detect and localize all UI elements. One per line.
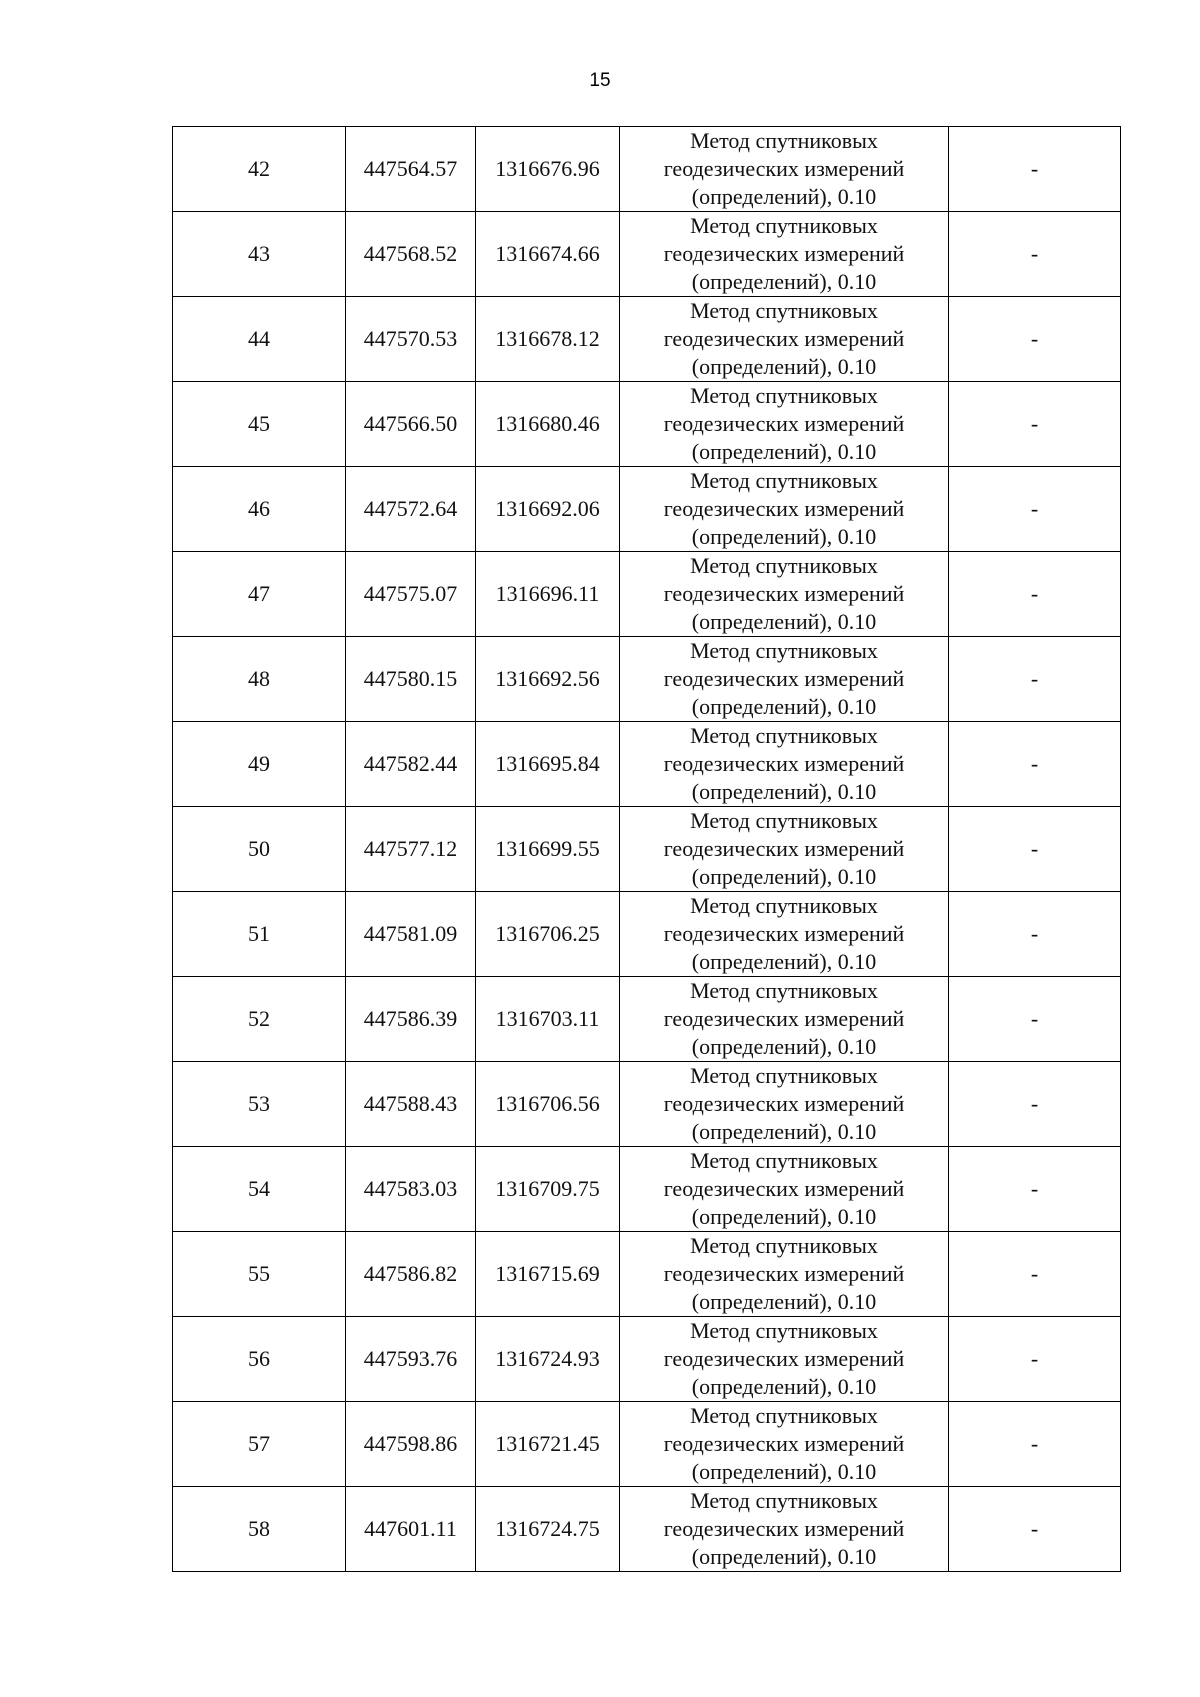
table-row [173,807,1121,892]
y-coordinate-cell: 1316692.06 [476,467,620,552]
note-cell: - [949,297,1121,382]
x-coordinate-cell: 447568.52 [346,212,476,297]
method-cell [620,807,949,892]
y-coordinate-cell: 1316721.45 [476,1402,620,1487]
method-line: (определений), 0.10 [691,864,877,889]
table-row [173,1147,1121,1232]
method-line: геодезических измерений [663,411,905,436]
note-cell: - [949,977,1121,1062]
point-number-cell: 45 [173,382,346,467]
method-cell [620,892,949,977]
coordinates-table [172,126,1121,1572]
method-line: геодезических измерений [663,1091,905,1116]
y-coordinate-cell: 1316699.55 [476,807,620,892]
note-cell: - [949,552,1121,637]
point-number-cell: 48 [173,637,346,722]
page-number: 15 [589,70,611,91]
method-cell [620,552,949,637]
method-line: Метод спутниковых [690,1233,878,1258]
note-cell: - [949,1487,1121,1572]
method-line: геодезических измерений [663,1516,905,1541]
method-line: (определений), 0.10 [691,694,877,719]
method-line: геодезических измерений [663,836,905,861]
method-cell [620,1147,949,1232]
y-coordinate-cell: 1316724.75 [476,1487,620,1572]
method-line: Метод спутниковых [690,978,878,1003]
method-line: Метод спутниковых [690,298,878,323]
method-line: (определений), 0.10 [691,269,877,294]
point-number-cell: 50 [173,807,346,892]
method-line: геодезических измерений [663,1176,905,1201]
y-coordinate-cell: 1316674.66 [476,212,620,297]
point-number-cell: 53 [173,1062,346,1147]
point-number-cell: 49 [173,722,346,807]
table-row [173,1232,1121,1317]
x-coordinate-cell: 447593.76 [346,1317,476,1402]
method-cell [620,1232,949,1317]
y-coordinate-cell: 1316706.25 [476,892,620,977]
method-line: (определений), 0.10 [691,1374,877,1399]
method-line: Метод спутниковых [690,1318,878,1343]
method-cell [620,1317,949,1402]
point-number-cell: 44 [173,297,346,382]
y-coordinate-cell: 1316696.11 [476,552,620,637]
y-coordinate-cell: 1316676.96 [476,127,620,212]
x-coordinate-cell: 447601.11 [346,1487,476,1572]
note-cell: - [949,637,1121,722]
note-cell: - [949,892,1121,977]
point-number-cell: 54 [173,1147,346,1232]
method-line: геодезических измерений [663,1261,905,1286]
method-line: (определений), 0.10 [691,1544,877,1569]
x-coordinate-cell: 447598.86 [346,1402,476,1487]
x-coordinate-cell: 447588.43 [346,1062,476,1147]
table-row [173,552,1121,637]
method-line: геодезических измерений [663,1006,905,1031]
method-line: геодезических измерений [663,581,905,606]
method-line: (определений), 0.10 [691,354,877,379]
table-row [173,892,1121,977]
table-row [173,977,1121,1062]
method-line: (определений), 0.10 [691,949,877,974]
table-row [173,212,1121,297]
x-coordinate-cell: 447566.50 [346,382,476,467]
y-coordinate-cell: 1316703.11 [476,977,620,1062]
method-line: Метод спутниковых [690,1403,878,1428]
method-cell [620,722,949,807]
method-cell [620,212,949,297]
method-line: геодезических измерений [663,1431,905,1456]
note-cell: - [949,127,1121,212]
table-row [173,637,1121,722]
method-cell [620,382,949,467]
method-line: геодезических измерений [663,666,905,691]
x-coordinate-cell: 447575.07 [346,552,476,637]
note-cell: - [949,1317,1121,1402]
note-cell: - [949,382,1121,467]
x-coordinate-cell: 447577.12 [346,807,476,892]
method-line: (определений), 0.10 [691,1289,877,1314]
table-row [173,1402,1121,1487]
method-line: геодезических измерений [663,156,905,181]
method-line: Метод спутниковых [690,1488,878,1513]
point-number-cell: 46 [173,467,346,552]
method-line: (определений), 0.10 [691,1034,877,1059]
x-coordinate-cell: 447583.03 [346,1147,476,1232]
point-number-cell: 51 [173,892,346,977]
method-line: геодезических измерений [663,241,905,266]
method-line: (определений), 0.10 [691,609,877,634]
method-line: Метод спутниковых [690,553,878,578]
x-coordinate-cell: 447572.64 [346,467,476,552]
method-line: Метод спутниковых [690,383,878,408]
method-line: (определений), 0.10 [691,524,877,549]
table-row [173,1487,1121,1572]
method-line: Метод спутниковых [690,723,878,748]
point-number-cell: 56 [173,1317,346,1402]
note-cell: - [949,1062,1121,1147]
point-number-cell: 52 [173,977,346,1062]
note-cell: - [949,722,1121,807]
note-cell: - [949,1147,1121,1232]
x-coordinate-cell: 447580.15 [346,637,476,722]
point-number-cell: 58 [173,1487,346,1572]
x-coordinate-cell: 447582.44 [346,722,476,807]
method-cell [620,637,949,722]
method-cell [620,297,949,382]
method-line: Метод спутниковых [690,638,878,663]
method-cell [620,1402,949,1487]
method-line: (определений), 0.10 [691,1459,877,1484]
note-cell: - [949,1232,1121,1317]
method-line: геодезических измерений [663,921,905,946]
method-line: (определений), 0.10 [691,184,877,209]
method-line: Метод спутниковых [690,1063,878,1088]
method-cell [620,1487,949,1572]
method-line: геодезических измерений [663,751,905,776]
x-coordinate-cell: 447586.39 [346,977,476,1062]
y-coordinate-cell: 1316695.84 [476,722,620,807]
method-line: Метод спутниковых [690,808,878,833]
y-coordinate-cell: 1316709.75 [476,1147,620,1232]
method-line: (определений), 0.10 [691,1204,877,1229]
point-number-cell: 42 [173,127,346,212]
x-coordinate-cell: 447586.82 [346,1232,476,1317]
method-line: Метод спутниковых [690,1148,878,1173]
method-cell [620,1062,949,1147]
method-cell [620,977,949,1062]
x-coordinate-cell: 447570.53 [346,297,476,382]
note-cell: - [949,807,1121,892]
table-row [173,127,1121,212]
method-line: Метод спутниковых [690,468,878,493]
method-line: геодезических измерений [663,326,905,351]
point-number-cell: 47 [173,552,346,637]
y-coordinate-cell: 1316706.56 [476,1062,620,1147]
method-cell [620,467,949,552]
method-line: Метод спутниковых [690,213,878,238]
y-coordinate-cell: 1316680.46 [476,382,620,467]
method-line: (определений), 0.10 [691,1119,877,1144]
method-cell [620,127,949,212]
note-cell: - [949,212,1121,297]
method-line: (определений), 0.10 [691,779,877,804]
table-row [173,722,1121,807]
x-coordinate-cell: 447581.09 [346,892,476,977]
note-cell: - [949,467,1121,552]
method-line: (определений), 0.10 [691,439,877,464]
note-cell: - [949,1402,1121,1487]
y-coordinate-cell: 1316678.12 [476,297,620,382]
y-coordinate-cell: 1316692.56 [476,637,620,722]
y-coordinate-cell: 1316715.69 [476,1232,620,1317]
method-line: Метод спутниковых [690,128,878,153]
point-number-cell: 55 [173,1232,346,1317]
method-line: геодезических измерений [663,496,905,521]
table-row [173,1317,1121,1402]
table-row [173,467,1121,552]
table-row [173,1062,1121,1147]
table-row [173,297,1121,382]
method-line: геодезических измерений [663,1346,905,1371]
method-line: Метод спутниковых [690,893,878,918]
coordinates-table-body [173,127,1121,1572]
table-row [173,382,1121,467]
y-coordinate-cell: 1316724.93 [476,1317,620,1402]
x-coordinate-cell: 447564.57 [346,127,476,212]
point-number-cell: 57 [173,1402,346,1487]
point-number-cell: 43 [173,212,346,297]
